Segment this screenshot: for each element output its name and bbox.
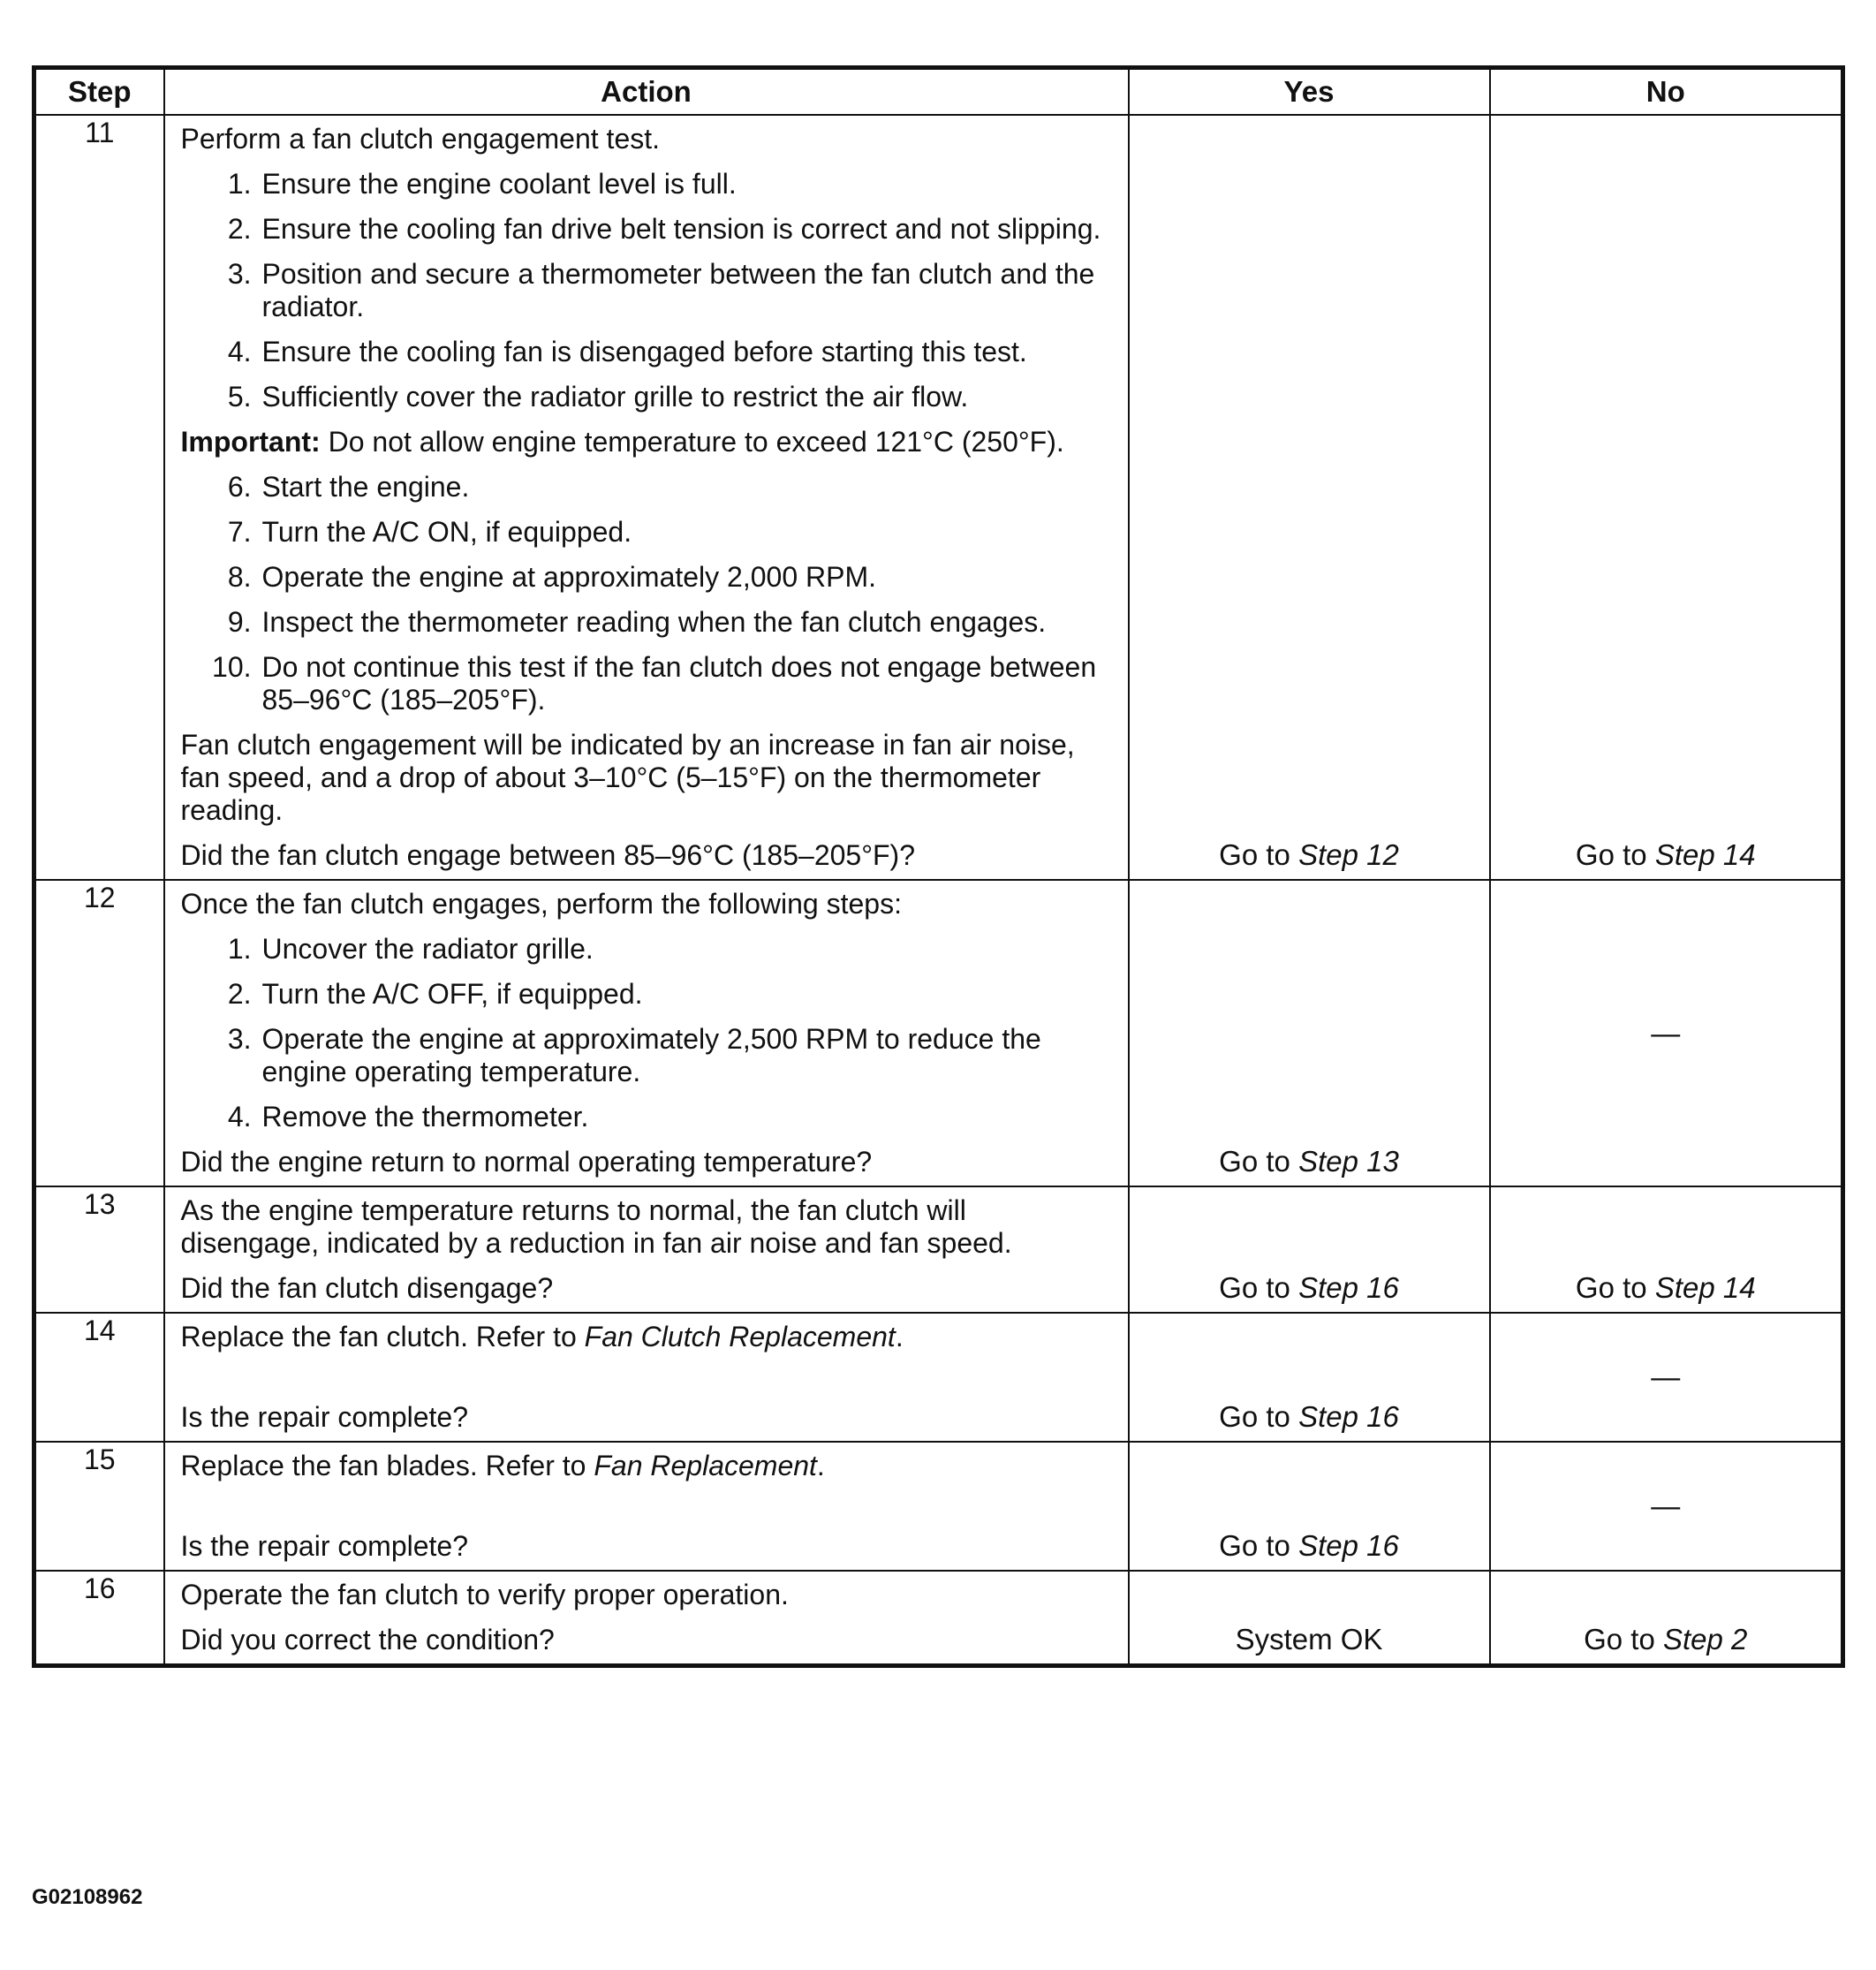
table-row-step-13 <box>34 1186 1843 1313</box>
action-intro: Operate the fan clutch to verify proper operation. <box>180 1579 789 1610</box>
no-cell <box>1490 115 1843 880</box>
step-number: 14 <box>34 1313 164 1442</box>
list-item: 10. Do not continue this test if the fan clutch does not engage between 85–96°C (185–205°F). <box>212 651 1097 716</box>
action-cell <box>164 1571 1129 1666</box>
action-intro: As the engine temperature returns to normal, the fan clutch will disengage, indicated by a reduction in fan air noise and fan speed. <box>180 1194 1012 1259</box>
yes-answer: Go to Step 12 <box>1219 838 1399 871</box>
header-step: Step <box>34 68 164 116</box>
list-item: 9. Inspect the thermometer reading when the fan clutch engages. <box>227 606 1047 638</box>
no-answer-dash: — <box>1651 1489 1681 1522</box>
action-question: Did you correct the condition? <box>180 1624 555 1656</box>
step-number: 16 <box>34 1571 164 1666</box>
no-answer-dash: — <box>1651 1016 1681 1049</box>
action-cell <box>164 115 1129 880</box>
figure-id: G02108962 <box>32 1885 143 1909</box>
list-item: 6. Start the engine. <box>227 471 470 503</box>
action-cell <box>164 1313 1129 1442</box>
header-no: No <box>1490 68 1843 116</box>
no-cell <box>1490 1442 1843 1571</box>
yes-cell <box>1129 1313 1490 1442</box>
list-item: 3. Position and secure a thermometer between the fan clutch and the radiator. <box>227 258 1095 322</box>
step-number: 13 <box>34 1186 164 1313</box>
action-question: Did the fan clutch engage between 85–96°C (185–205°F)? <box>180 839 915 871</box>
list-item: 4. Ensure the cooling fan is disengaged before starting this test. <box>227 336 1027 367</box>
list-item: 7. Turn the A/C ON, if equipped. <box>227 516 632 548</box>
no-cell <box>1490 880 1843 1186</box>
important-note <box>181 426 1112 458</box>
yes-answer: Go to Step 16 <box>1219 1400 1399 1433</box>
step-number: 15 <box>34 1442 164 1571</box>
reference-link: Fan Clutch Replacement <box>584 1321 896 1352</box>
diagnostic-table <box>32 65 1845 1668</box>
table-row-step-16 <box>34 1571 1843 1666</box>
no-answer: Go to Step 14 <box>1575 838 1756 871</box>
list-item: 3. Operate the engine at approximately 2,500 RPM to reduce the engine operating temperature. <box>227 1023 1041 1087</box>
yes-cell <box>1129 1571 1490 1666</box>
no-cell <box>1490 1313 1843 1442</box>
action-intro: Replace the fan blades. Refer to Fan Replacement. <box>180 1450 825 1481</box>
yes-answer: System OK <box>1235 1623 1383 1656</box>
header-yes: Yes <box>1129 68 1490 116</box>
important-text: Do not allow engine temperature to exceed 121°C (250°F). <box>320 426 1064 458</box>
yes-cell <box>1129 880 1490 1186</box>
action-question: Is the repair complete? <box>180 1530 468 1562</box>
action-cell <box>164 880 1129 1186</box>
step-number: 11 <box>34 115 164 880</box>
no-cell <box>1490 1571 1843 1666</box>
reference-link: Fan Replacement <box>594 1450 817 1481</box>
action-intro: Perform a fan clutch engagement test. <box>180 123 661 155</box>
yes-cell <box>1129 1186 1490 1313</box>
header-row <box>34 68 1843 116</box>
important-label: Important: <box>180 426 321 458</box>
list-item: 2. Turn the A/C OFF, if equipped. <box>227 978 643 1010</box>
action-question: Is the repair complete? <box>180 1401 468 1433</box>
list-item: 1. Ensure the engine coolant level is full. <box>227 168 737 200</box>
table-row-step-14 <box>34 1313 1843 1442</box>
table-row-step-11 <box>34 115 1843 880</box>
action-note: Fan clutch engagement will be indicated by an increase in fan air noise, fan speed, and a drop of about 3–10°C (5–15°F) on the thermometer reading. <box>180 729 1075 826</box>
list-item: 2. Ensure the cooling fan drive belt tension is correct and not slipping. <box>227 213 1101 245</box>
list-item: 8. Operate the engine at approximately 2,000 RPM. <box>227 561 877 593</box>
list-item: 5. Sufficiently cover the radiator grille to restrict the air flow. <box>227 381 969 413</box>
yes-cell <box>1129 1442 1490 1571</box>
step-number: 12 <box>34 880 164 1186</box>
yes-cell <box>1129 115 1490 880</box>
no-cell <box>1490 1186 1843 1313</box>
yes-answer: Go to Step 16 <box>1219 1529 1399 1562</box>
list-item: 1. Uncover the radiator grille. <box>227 933 594 965</box>
yes-answer: Go to Step 13 <box>1219 1145 1399 1178</box>
action-question: Did the fan clutch disengage? <box>180 1272 554 1304</box>
action-intro: Replace the fan clutch. Refer to Fan Clutch Replacement. <box>180 1321 904 1352</box>
no-answer: Go to Step 2 <box>1584 1623 1748 1656</box>
action-cell <box>164 1186 1129 1313</box>
list-item: 4. Remove the thermometer. <box>227 1101 589 1133</box>
no-answer: Go to Step 14 <box>1575 1271 1756 1304</box>
action-question: Did the engine return to normal operating temperature? <box>180 1146 873 1178</box>
action-intro: Once the fan clutch engages, perform the following steps: <box>180 888 902 920</box>
no-answer-dash: — <box>1651 1360 1681 1393</box>
yes-answer: Go to Step 16 <box>1219 1271 1399 1304</box>
table-row-step-15 <box>34 1442 1843 1571</box>
table-row-step-12 <box>34 880 1843 1186</box>
diagnostic-table-container <box>32 65 1841 1668</box>
action-cell <box>164 1442 1129 1571</box>
header-action: Action <box>164 68 1129 116</box>
